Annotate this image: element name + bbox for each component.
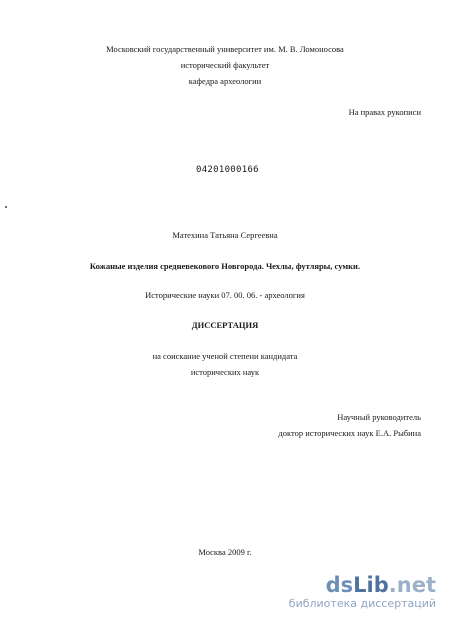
degree-line-1: на соискание ученой степени кандидата	[152, 351, 298, 361]
registration-number: 04201000166	[196, 165, 259, 175]
supervisor-role: Научный руководитель	[337, 412, 421, 422]
document-type: ДИССЕРТАЦИЯ	[191, 320, 259, 330]
logo-part-ds: ds	[325, 573, 354, 597]
logo-part-lib: Lib	[353, 573, 389, 597]
watermark-subtitle: библиотека диссертаций	[288, 597, 436, 610]
university-name: Московский государственный университет им. М. В. Ломоносова	[106, 44, 344, 54]
specialty: Исторические науки 07. 00. 06. - археология	[145, 290, 305, 300]
author-name: Матехина Татьяна Сергеевна	[172, 230, 278, 240]
supervisor-name: доктор исторических наук Е.А. Рыбина	[278, 428, 421, 438]
degree-line-2: исторических наук	[190, 367, 260, 377]
logo-part-net: .net	[388, 573, 436, 597]
manuscript-rights: На правах рукописи	[348, 107, 421, 117]
faculty-name: исторический факультет	[180, 60, 270, 70]
department-name: кафедра археологии	[188, 76, 262, 86]
dissertation-title: Кожаные изделия средневекового Новгорода. Чехлы, футляры, сумки.	[89, 261, 361, 271]
place-year: Москва 2009 г.	[198, 547, 252, 557]
dslib-logo	[289, 575, 436, 596]
dslib-watermark	[289, 575, 436, 609]
scan-speck	[5, 206, 7, 208]
